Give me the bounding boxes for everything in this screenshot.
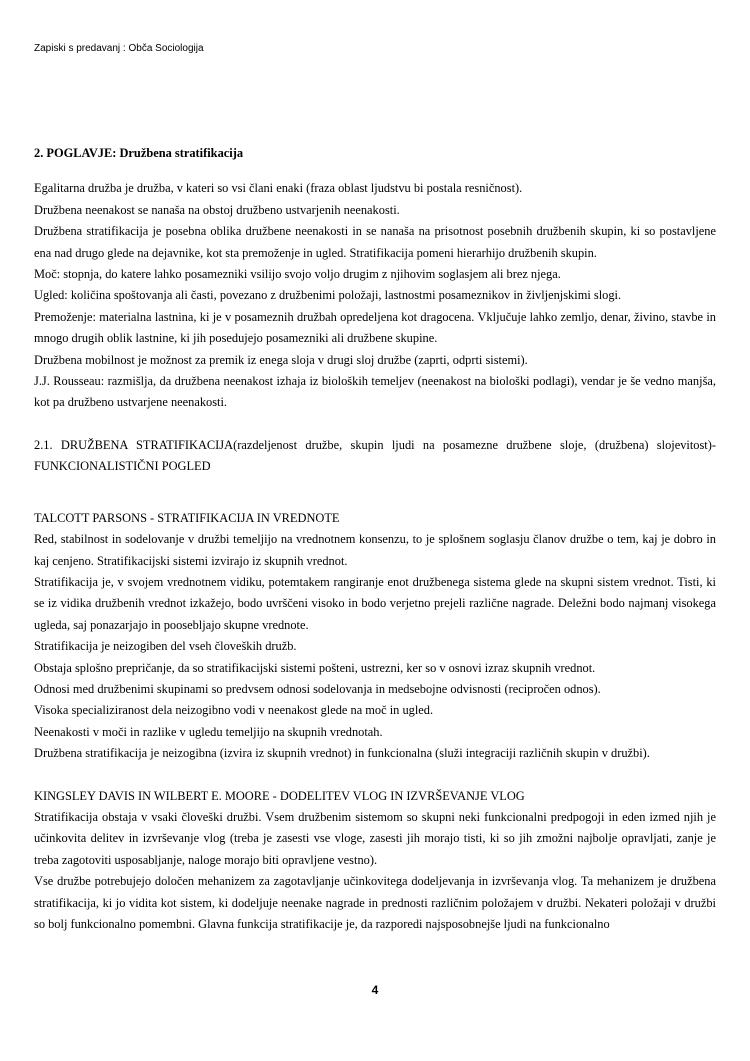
paragraph: Stratifikacija obstaja v vsaki človeški družbi. Vsem družbenim sistemom so skupni neki funkcionalni predpogoji in eden izmed njih je učinkovita delitev in izvrševanje vlog (treba je zasesti vse vloge, zasesti jih morajo tisti, ki so jih zmožni najbolje opravljati, zanje je treba zagotoviti usposabljanje, naloge morajo biti opravljene vestno). xyxy=(34,809,716,867)
paragraph: Egalitarna družba je družba, v kateri so vsi člani enaki (fraza oblast ljudstvu bi postala resničnost). xyxy=(34,181,523,196)
paragraph: Stratifikacija je, v svojem vrednotnem vidiku, potemtakem rangiranje enot družbenega sistema glede na skupni sistem vrednot. Tisti, ki se iz vidika družbenih vrednot izkažejo, bodo uvrščeni visoko in bodo verjetno prejeli različne nagrade. Deležni bodo najmanj visokega ugleda, saj ponazarjajo in poosebljajo skupne vrednote. xyxy=(34,574,716,632)
paragraph: Vse družbe potrebujejo določen mehanizem za zagotavljanje učinkovitega dodeljevanja in izvrševanja vlog. Ta mehanizem je družbena stratifikacija, ki jo vidita kot sistem, ki dodeljuje neenake nagrade in prednosti različnim položajem v družbi. Nekateri položaji v družbi so bolj funkcionalno pomembni. Glavna funkcija stratifikacije je, da razporedi najsposobnejše ljudi na funkcionalno xyxy=(34,874,716,931)
section-title: 2.1. DRUŽBENA STRATIFIKACIJA(razdeljenost družbe, skupin ljudi na posamezne družbene sloje, (družbena) slojevitost)-FUNKCIONALISTIČNI POGLED xyxy=(34,437,716,474)
paragraph: Družbena stratifikacija je neizogibna (izvira iz skupnih vrednot) in funkcionalna (služi integraciji različnih skupin v družbi). xyxy=(34,746,650,761)
paragraph: J.J. Rousseau: razmišlja, da družbena neenakost izhaja iz bioloških temeljev (neenakost na biološki podlagi), vendar je še vedno manjša, kot pa družbeno ustvarjene neenakosti. xyxy=(34,374,716,410)
paragraph: Odnosi med družbenimi skupinami so predvsem odnosi sodelovanja in medsebojne odvisnosti (recipročen odnos). xyxy=(34,681,601,696)
paragraph: Red, stabilnost in sodelovanje v družbi temeljijo na vrednotnem konsenzu, to je splošnem soglasju članov družbe o tem, kaj je dobro in kaj cenjeno. Stratifikacijski sistemi izvirajo iz skupnih vrednot. xyxy=(34,532,716,568)
davis-moore-title: KINGSLEY DAVIS IN WILBERT E. MOORE - DODELITEV VLOG IN IZVRŠEVANJE VLOG xyxy=(34,788,525,803)
paragraph: Ugled: količina spoštovanja ali časti, povezano z družbenimi položaji, lastnostmi posameznikov in življenjskimi slogi. xyxy=(34,288,622,303)
paragraph: Premoženje: materialna lastnina, ki je v posameznih družbah opredeljena kot dragocena. Vključuje lahko zemljo, denar, živino, stavbe in mnogo drugih oblik lastnine, ki jih posedujejo posamezniki ali družbene skupine. xyxy=(34,309,716,346)
paragraph: Družbena mobilnost je možnost za premik iz enega sloja v drugi sloj družbe (zaprti, odprti sistemi). xyxy=(34,352,528,367)
running-header: Zapiski s predavanj : Obča Sociologija xyxy=(34,43,204,54)
page-number: 4 xyxy=(371,983,379,997)
parsons-title: TALCOTT PARSONS - STRATIFIKACIJA IN VREDNOTE xyxy=(34,510,340,525)
chapter-title: 2. POGLAVJE: Družbena stratifikacija xyxy=(34,146,244,160)
paragraph: Neenakosti v moči in razlike v ugledu temeljijo na skupnih vrednotah. xyxy=(34,724,383,739)
paragraph: Visoka specializiranost dela neizogibno vodi v neenakost glede na moč in ugled. xyxy=(34,703,434,718)
paragraph: Obstaja splošno prepričanje, da so stratifikacijski sistemi pošteni, ustrezni, ker so v osnovi izraz skupnih vrednot. xyxy=(34,660,596,675)
paragraph: Moč: stopnja, do katere lahko posamezniki vsilijo svojo voljo drugim z njihovim soglasjem ali brez njega. xyxy=(34,267,561,282)
paragraph: Družbena neenakost se nanaša na obstoj družbeno ustvarjenih neenakosti. xyxy=(34,202,400,217)
paragraph: Družbena stratifikacija je posebna oblika družbene neenakosti in se nanaša na prisotnost posebnih družbenih skupin, ki so postavljene ena nad drugo glede na dejavnike, kot sta premoženje in ugled. Stratifikacija pomeni hierarhijo družbenih skupin. xyxy=(34,224,716,260)
page-body xyxy=(34,143,716,935)
paragraph: Stratifikacija je neizogiben del vseh človeških družb. xyxy=(34,639,297,654)
